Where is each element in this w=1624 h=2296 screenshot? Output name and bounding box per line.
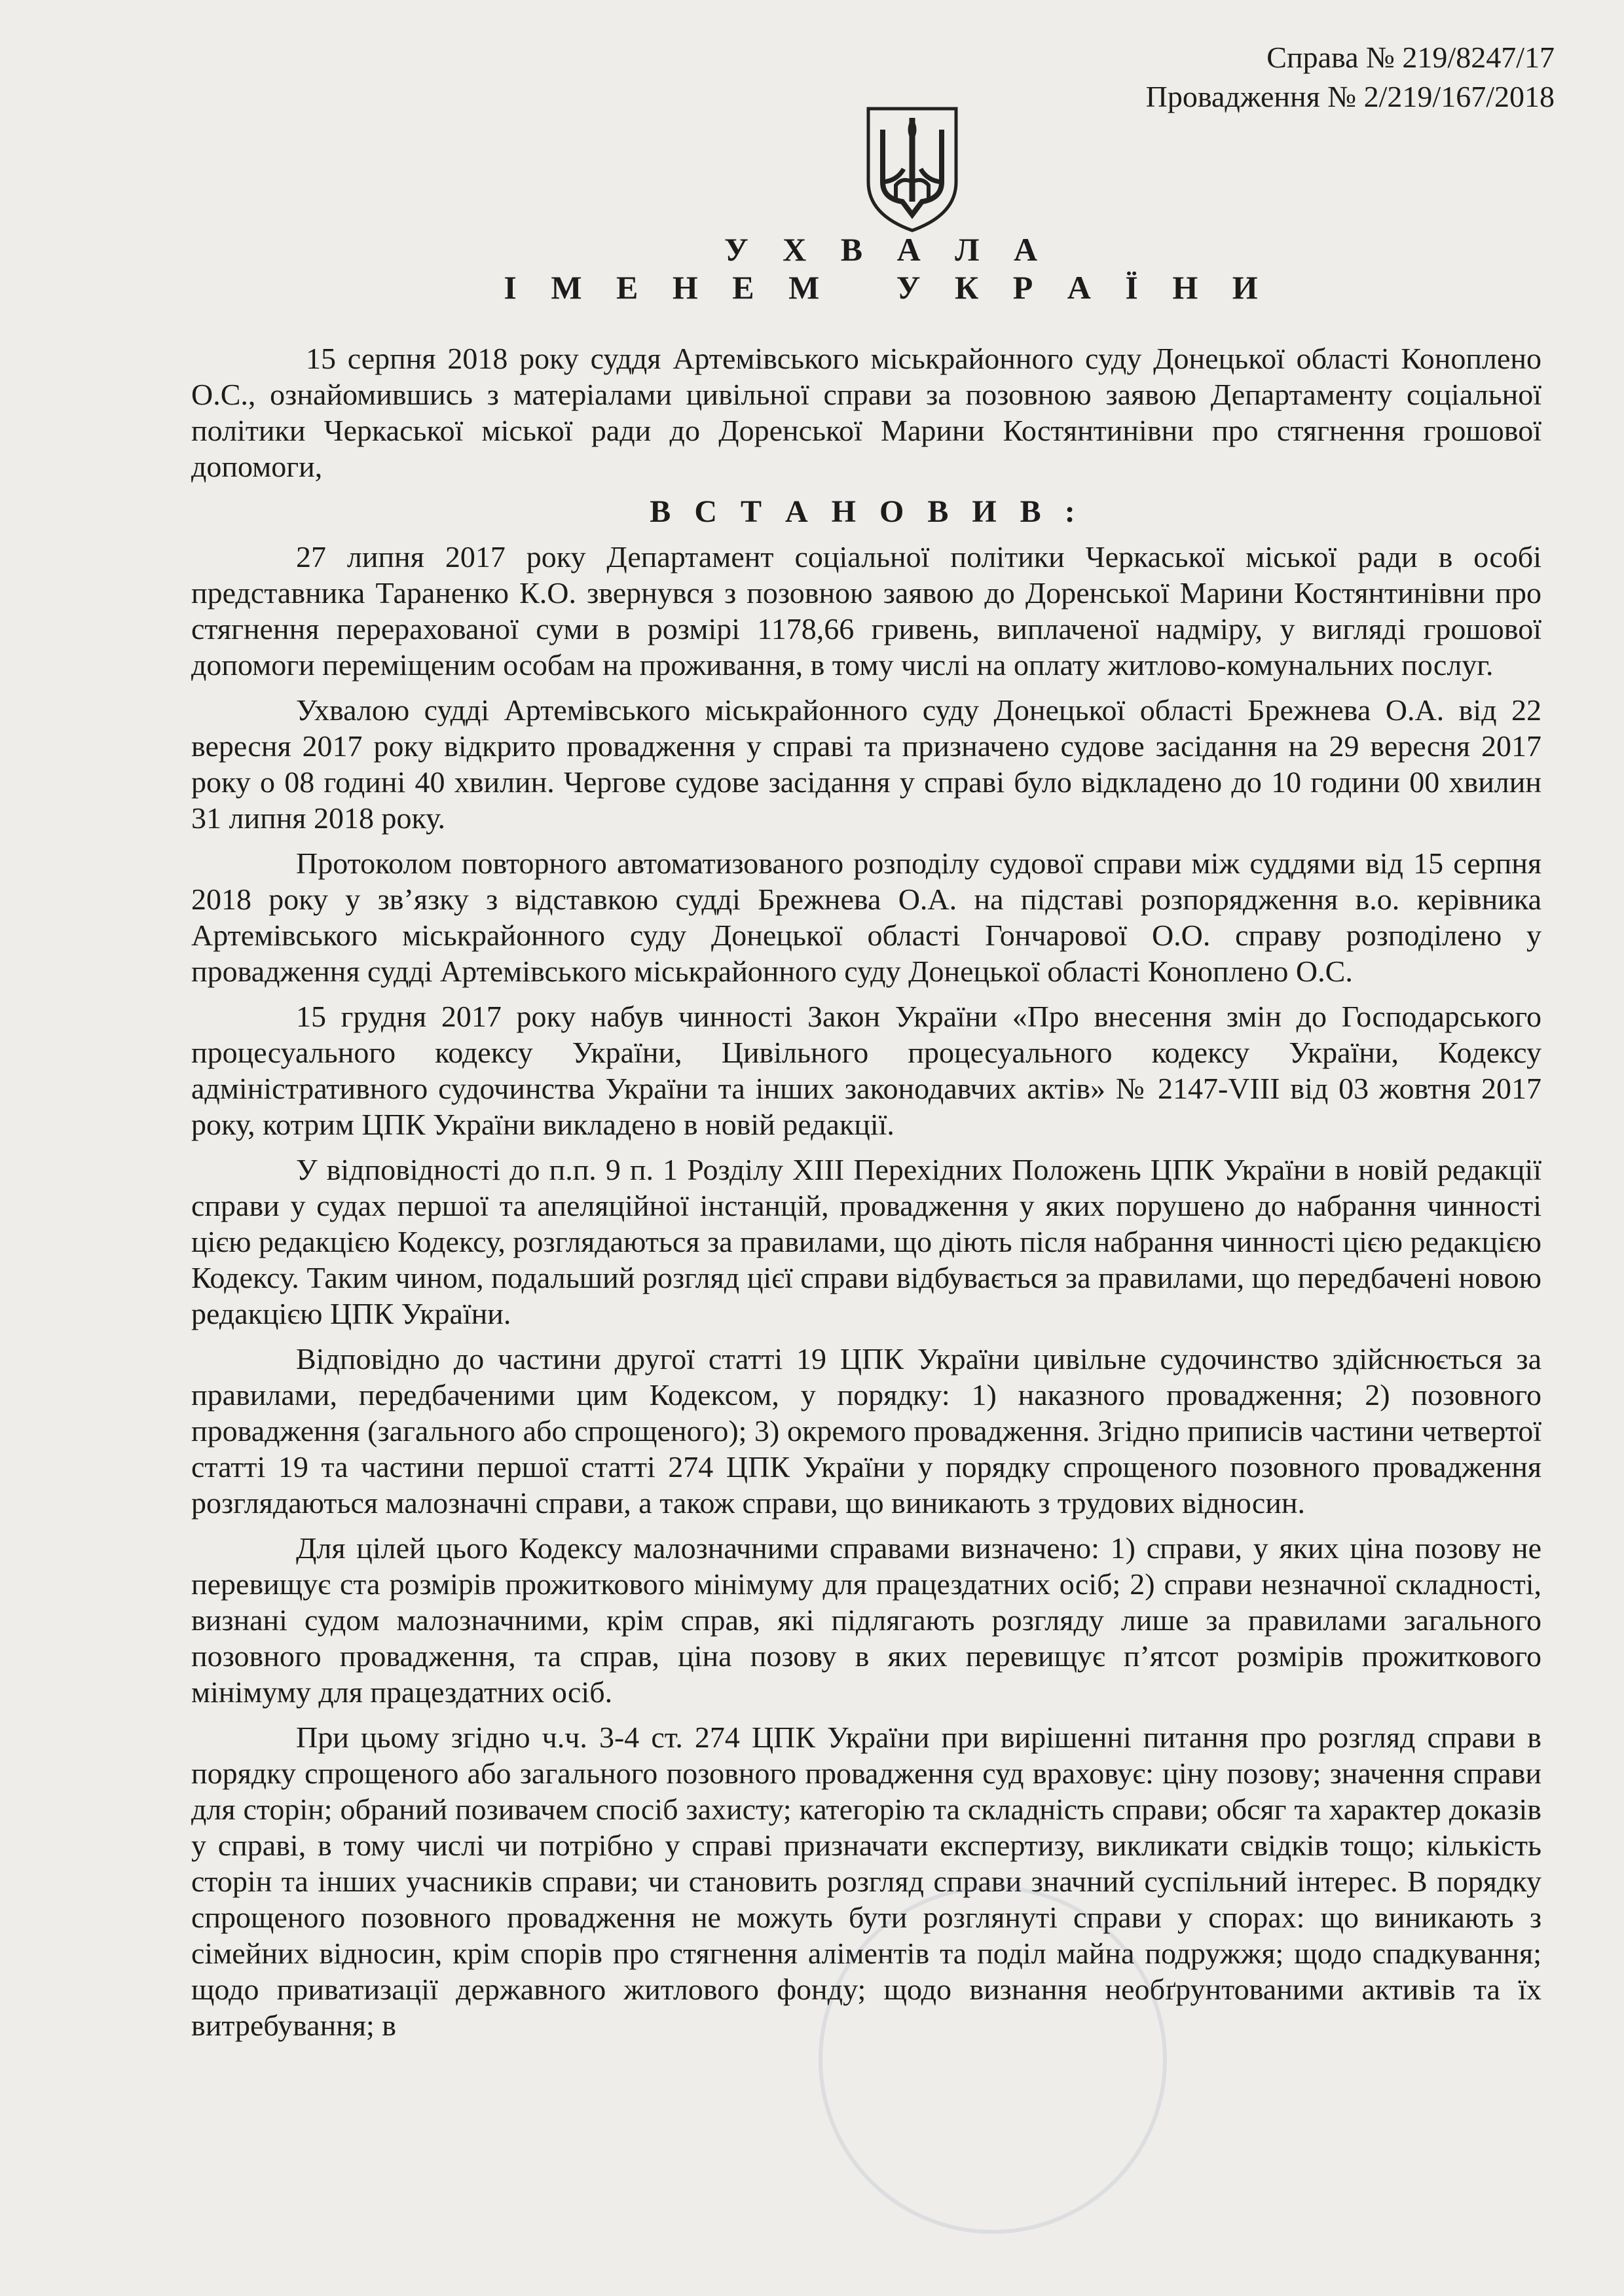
intro-paragraph: 15 серпня 2018 року суддя Артемівського міськрайонного суду Донецької області Коноплено О.С., ознайомившись з матеріалами цивільної справи за позовною заявою Департаменту соціальної політики Черкаської міської ради до Доренської Марини Костянтинівни про стягнення грошової допомоги, (191, 342, 1541, 483)
paragraph: У відповідності до п.п. 9 п. 1 Розділу XIII Перехідних Положень ЦПК України в новій редакції справи у судах першої та апеляційної інстанцій, провадження у яких порушено до набрання чинності цією редакцією Кодексу, розглядаються за правилами, що діють після набрання чинності цією редакцією Кодексу. Таким чином, подальший розгляд цієї справи відбувається за правилами, що передбачені новою редакцією ЦПК України. (191, 1153, 1541, 1330)
paragraph: 15 грудня 2017 року набув чинності Закон України «Про внесення змін до Господарського процесуального кодексу України, Цивільного процесуального кодексу України, Кодексу адміністративного судочинства України та інших законодавчих актів» № 2147-VIII від 03 жовтня 2017 року, котрим ЦПК України викладено в новій редакції. (191, 1000, 1541, 1141)
document-body (191, 340, 1541, 2052)
case-info (1146, 38, 1555, 117)
document-title (0, 230, 1624, 306)
title-imenem-ukrainy: І М Е Н Е М У К Р А Ї Н И (504, 269, 1271, 306)
faded-seal-stamp (819, 1886, 1167, 2234)
paragraph: Відповідно до частини другої статті 19 ЦПК України цивільне судочинство здійснюється за правилами, передбаченими цим Кодексом, у порядку: 1) наказного провадження; 2) позовного провадження (загального або спрощеного); 3) окремого провадження. Згідно приписів частини четвертої статті 19 та частини першої статті 274 ЦПК України у порядку спрощеного позовного провадження розглядаються малозначні справи, а також справи, що виникають з трудових відносин. (191, 1342, 1541, 1520)
proceeding-number: Провадження № 2/219/167/2018 (1145, 80, 1555, 113)
tryzub-emblem-icon (863, 103, 961, 234)
paragraph: При цьому згідно ч.ч. 3-4 ст. 274 ЦПК України при вирішенні питання про розгляд справи в порядку спрощеного або загального позовного провадження суд враховує: ціну позову; значення справи для сторін; обраний позивачем спосіб захисту; категорію та складність справи; обсяг та характер доказів у справі, в тому числі чи потрібно у справі призначати експертизу, викликати свідків тощо; кількість сторін та інших учасників справи; чи становить розгляд справи значний суспільний інтерес. В порядку спрощеного позовного провадження не можуть бути розглянуті справи у спорах: що виникають з сімейних відносин, крім спорів про стягнення аліментів та поділ майна подружжя; щодо спадкування; щодо приватизації державного житлового фонду; щодо визнання необґрунтованими активів та їх витребування; в (191, 1721, 1541, 2042)
paragraph: Для цілей цього Кодексу малозначними справами визначено: 1) справи, у яких ціна позову не перевищує ста розмірів прожиткового мінімуму для працездатних осіб; 2) справи незначної складності, визнані судом малозначними, крім справ, які підлягають розгляду лише за правилами загального позовного провадження, та справ, ціна позову в яких перевищує п’ятсот розмірів прожиткового мінімуму для працездатних осіб. (191, 1531, 1541, 1709)
paragraph: Протоколом повторного автоматизованого розподілу судової справи між суддями від 15 серпня 2018 року у зв’язку з відставкою судді Брежнева О.А. на підставі розпорядження в.о. керівника Артемівського міськрайонного суду Донецької області Гончарової О.О. справу розподілено у провадження судді Артемівського міськрайонного суду Донецької області Коноплено О.С. (191, 847, 1541, 988)
paragraph: 27 липня 2017 року Департамент соціальної політики Черкаської міської ради в особі представника Тараненко К.О. звернувся з позовною заявою до Доренської Марини Костянтинівни про стягнення перерахованої суми в розмірі 1178,66 гривень, виплаченої надміру, у вигляді грошової допомоги переміщеним особам на проживання, в тому числі на оплату житлово-комунальних послуг. (191, 540, 1541, 682)
section-heading-vstanovyv: В С Т А Н О В И В : (650, 494, 1083, 529)
case-number: Справа № 219/8247/17 (1266, 41, 1555, 74)
title-ukhvala: У Х В А Л А (724, 231, 1051, 268)
paragraph: Ухвалою судді Артемівського міськрайонного суду Донецької області Брежнева О.А. від 22 вересня 2017 року відкрито провадження у справі та призначено судове засідання на 29 вересня 2017 року о 08 годині 40 хвилин. Чергове судове засідання у справі було відкладено до 10 години 00 хвилин 31 липня 2018 року. (191, 693, 1541, 835)
